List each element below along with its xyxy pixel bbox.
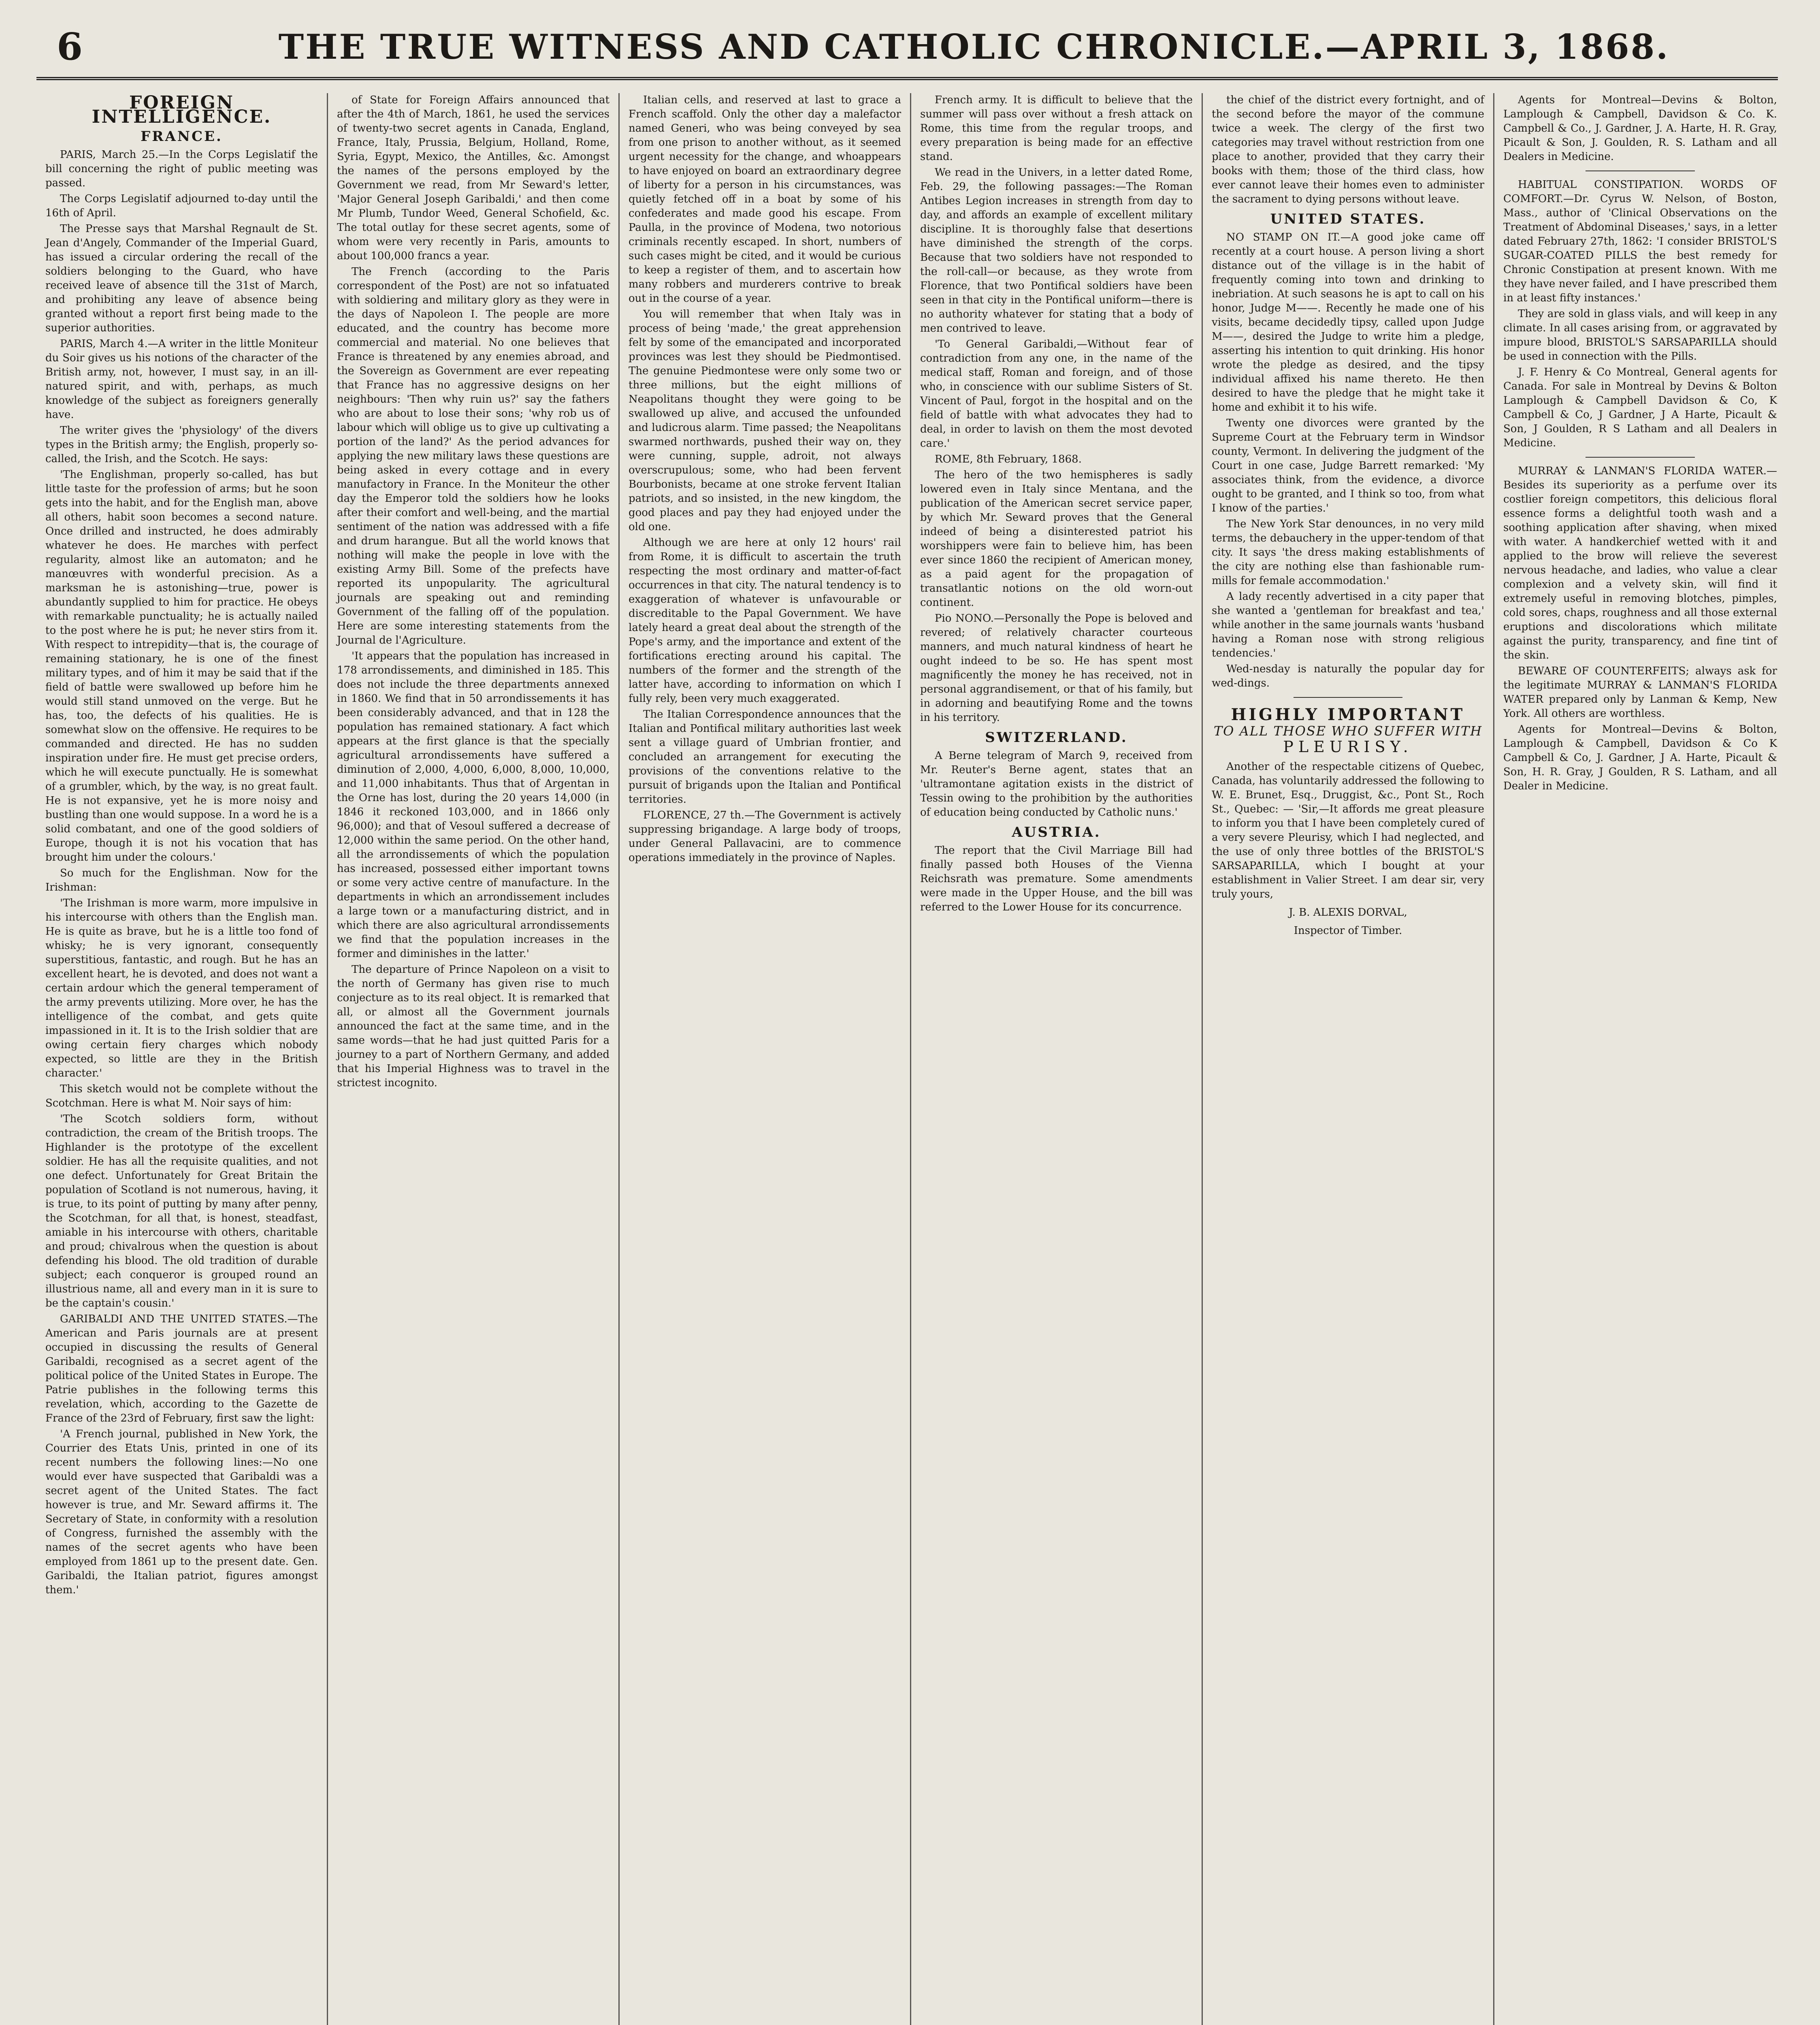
article-paragraph: The departure of Prince Napoleon on a visit to the north of Germany has given rise to much conjecture as to its real object. It is remarked that all, or almost all the Government journals announced the fact at the same time, and in the same words—that he had just quitted Paris for a journey to a part of Northern Germany, and added that his Imperial Highness was to travel in the strictest incognito.	[337, 963, 610, 1089]
article-paragraph: The New York Star denounces, in no very mild terms, the debauchery in the upper-tendom of that city. It says 'the dress making establishments of the city are nothing else than fashionable rum-mills for female accommodation.'	[1212, 518, 1484, 587]
article-paragraph: We read in the Univers, in a letter dated Rome, Feb. 29, the following passages:—The Roman Antibes Legion increases in strength from day to day, and affords an example of excellent military discipline. It is thoroughly false that desertions have diminished the strength of the corps. Because that two soldiers have not responded to the roll-call—or because, as they wrote from Florence, that two Pontifical soldiers have been seen in that city in the Pontifical uniform—there is no authority whatever for stating that a body of men contrived to leave.	[920, 166, 1193, 335]
article-paragraph: The Corps Legislatif adjourned to-day until the 16th of April.	[45, 193, 318, 219]
column-6	[1494, 93, 1786, 2025]
article-paragraph: A lady recently advertised in a city paper that she wanted a 'gentleman for breakfast and tea,' while another in the same journals wants 'husband having a Roman nose with strong religious tendencies.'	[1212, 590, 1484, 659]
article-paragraph: BEWARE OF COUNTERFEITS; always ask for the legitimate MURRAY & LANMAN'S FLORIDA WATER prepared only by Lanman & Kemp, New York. All others are worthless.	[1503, 665, 1777, 720]
article-paragraph: Italian cells, and reserved at last to grace a French scaffold. Only the other day a malefactor named Generi, who was being conveyed by sea from one prison to another without, as it seemed urgent necessity for the change, and whoappears to have enjoyed on board an extraordinary degree of liberty for a person in his circumstances, was quietly fetched off in a boat by some of his confederates and made good his escape. From Paulla, in the province of Modena, two notorious criminals recently escaped. In short, numbers of such cases might be cited, and it would be curious to keep a register of them, and to ascertain how many robbers and murderers contrive to break out in the course of a year.	[629, 94, 901, 305]
article-paragraph: You will remember that when Italy was in process of being 'made,' the great apprehension felt by some of the emancipated and incorporated provinces was lest they should be Piedmontised. The genuine Piedmontese were only some two or three millions, but the eight millions of Neapolitans thought they were going to be swallowed up alive, and accused the unfounded and ludicrous alarm. Time passed; the Neapolitans swarmed northwards, pushed their way on, they were cunning, supple, adroit, not always overscrupulous; some, who had been fervent Bourbonists, became at one stroke fervent Italian patriots, and so insisted, in the new kingdom, the good places and pay they had enjoyed under the old one.	[629, 308, 901, 533]
article-paragraph: 'It appears that the population has increased in 178 arrondissements, and diminished in 185. This does not include the three departments annexed in 1860. We find that in 50 arrondissements it has been considerably advanced, and that in 128 the population has remained stationary. A fact which appears at the first glance is that the specially agricultural arrondissements have suffered a diminution of 2,000, 4,000, 6,000, 8,000, 10,000, and 11,000 inhabitants. Thus that of Argentan in the Orne has lost, during the 20 years 14,000 (in 1846 it reckoned 103,000, and in 1866 only 96,000); and that of Vesoul suffered a decrease of 12,000 within the same period. On the other hand, all the arrondissements of which the population has increased, possessed either important towns or some very active centre of manufacture. In the departments in which an arrondissement includes a large town or a manufacturing district, and in which there are also agricultural arrondissements we find that the population increases in the former and diminishes in the latter.'	[337, 650, 610, 960]
article-paragraph: 'The Irishman is more warm, more impulsive in his intercourse with others than the English man. He is quite as brave, but he is a little too fond of whisky; he is very ignorant, consequently superstitious, fantastic, and rough. But he has an excellent heart, he is devoted, and does not want a certain ardour which the general temperament of the army prevents utilizing. More over, he has the intelligence of the combat, and gets quite impassioned in it. It is to the Irish soldier that are owing certain fiery charges which nobody expected, so little are they in the British character.'	[45, 897, 318, 1079]
page-number: 6	[57, 25, 83, 68]
article-paragraph: J. F. Henry & Co Montreal, General agents for Canada. For sale in Montreal by Devins & Bolton Lamplough & Campbell Davidson & Co, K Campbell & Co, J Gardner, J A Harte, Picault & Son, J Goulden, R S Latham and all Dealers in Medicine.	[1503, 366, 1777, 449]
advertisement-subheading: TO ALL THOSE WHO SUFFER WITH	[1213, 723, 1483, 739]
country-heading: UNITED STATES.	[1270, 211, 1426, 227]
article-paragraph: They are sold in glass vials, and will keep in any climate. In all cases arising from, or aggravated by impure blood, BRISTOL'S SARSAPARILLA should be used in connection with the Pills.	[1503, 308, 1777, 362]
advertisement-body: Another of the respectable citizens of Quebec, Canada, has voluntarily addressed the following to W. E. Brunet, Esq., Druggist, &c., Pont St., Roch St., Quebec: — 'Sir,—It affords me great pleasure to inform you that I have been completely cured of a very severe Pleurisy, which I had neglected, and the use of only three bottles of the BRISTOL'S SARSAPARILLA, which I bought at your establishment in Valier Street. I am dear sir, very truly yours,	[1212, 761, 1484, 900]
article-paragraph: Although we are here at only 12 hours' rail from Rome, it is difficult to ascertain the truth respecting the most ordinary and matter-of-fact occurrences in that city. The natural tendency is to exaggeration of whatever is unfavourable or discreditable to the Papal Government. We have lately heard a great deal about the strength of the Pope's army, and the importance and extent of the fortifications erecting around his capital. The numbers of the former and the strength of the latter have, according to information on which I fully rely, been very much exaggerated.	[629, 537, 901, 705]
article-paragraph: 'To General Garibaldi,—Without fear of contradiction from any one, in the name of the medical staff, Roman and foreign, and of those who, in conscience with our sublime Sisters of St. Vincent of Paul, forgot in the hospital and on the field of battle with what advocates they had to deal, in order to lavish on them the most devoted care.'	[920, 338, 1193, 450]
article-paragraph: PARIS, March 4.—A writer in the little Moniteur du Soir gives us his notions of the character of the British army, not, however, I must say, in an ill-natured spirit, and with, perhaps, as much knowledge of the subject as foreigners generally have.	[45, 338, 318, 421]
article-paragraph: Pio NONO.—Personally the Pope is beloved and revered; of relatively character courteous manners, and much natural kindness of heart he ought indeed to be so. He has spent most magnificently the money he has received, not in personal aggrandisement, or that of his family, but in adorning and beautifying Rome and the towns in his territory.	[920, 612, 1193, 724]
article-paragraph: HABITUAL CONSTIPATION. WORDS OF COMFORT.—Dr. Cyrus W. Nelson, of Boston, Mass., author of 'Clinical Observations on the Treatment of Abdominal Diseases,' says, in a letter dated February 27th, 1862: 'I consider BRISTOL'S SUGAR-COATED PILLS the best remedy for Chronic Constipation at present known. With me they have never failed, and I have prescribed them in at least fifty instances.'	[1503, 179, 1777, 304]
masthead	[36, 16, 1778, 80]
divider-rule	[1294, 697, 1402, 698]
article-paragraph: Agents for Montreal—Devins & Bolton, Lamplough & Campbell, Davidson & Co K Campbell & Co, J. Gardner, J A. Harte, Picault & Son, H. R. Gray, J Goulden, R S. Latham, and all Dealer in Medicine.	[1503, 723, 1777, 792]
article-paragraph: of State for Foreign Affairs announced that after the 4th of March, 1861, he used the services of twenty-two secret agents in Canada, England, France, Italy, Prussia, Belgium, Holland, Rome, Syria, Egypt, Mexico, the Antilles, &c. Amongst the names of the persons employed by the Government we read, from Mr Seward's letter, 'Major General Joseph Garibaldi,' and then come Mr Plumb, Tundor Weed, General Schofield, &c. The total outlay for these secret agents, some of whom were very recently in Paris, amounts to about 100,000 francs a year.	[337, 94, 610, 262]
article-paragraph: The writer gives the 'physiology' of the divers types in the British army; the English, properly so-called, the Irish, and the Scotch. He says:	[45, 424, 318, 465]
article-paragraph: ROME, 8th February, 1868.	[935, 453, 1082, 465]
country-heading: AUSTRIA.	[1012, 824, 1101, 840]
column-3	[620, 93, 911, 2025]
article-paragraph: Twenty one divorces were granted by the Supreme Court at the February term in Windsor county, Vermont. In delivering the judgment of the Court in one case, Judge Barrett remarked: 'My associates think, from the evidence, a divorce ought to be granted, and I think so too, from what I know of the parties.'	[1212, 417, 1484, 514]
article-paragraph: 'The Englishman, properly so-called, has but little taste for the profession of arms; but he soon gets into the habit, and for the English man, above all others, habit soon becomes a second nature. Once drilled and instructed, he does admirably whatever he does. He marches with perfect regularity, almost like an automaton; and he manœuvres with wonderful precision. As a marksman he is astonishing—true, power is abundantly supplied to him for practice. He obeys with remarkable punctuality; he is actually nailed to the post where he is put; he never stirs from it. With respect to intrepidity—that is, the courage of remaining stationary, he is one of the finest military types, and of him it may be said that if the field of battle were swallowed up before him he would still stand unmoved on the verge. But he has, too, the defects of his qualities. He is somewhat slow on the offensive. He requires to be commanded and directed. He has no sudden inspiration under fire. He must get precise orders, which he will execute punctually. He is somewhat of a grumbler, which, by the way, is no great fault. He is not expansive, yet he is more noisy and bustling than one would suppose. In a word he is a solid combatant, and one of the good soldiers of Europe, though it is not his vocation that has brought him under the colours.'	[45, 469, 318, 863]
column-1	[36, 93, 328, 2025]
country-heading: FRANCE.	[141, 128, 223, 145]
column-5	[1203, 93, 1494, 2025]
article-paragraph: The Italian Correspondence announces that the Italian and Pontifical military authorities last week sent a village guard of Umbrian frontier, and concluded an arrangement for executing the provisions of the conventions relative to the pursuit of brigands upon the Italian and Pontifical territories.	[629, 708, 901, 806]
article-paragraph: MURRAY & LANMAN'S FLORIDA WATER.—Besides its superiority as a perfume over its costlier foreign competitors, this delicious floral essence forms a delightful tooth wash and a soothing application after shaving, when mixed with water. A handkerchief wetted with it and applied to the brow will relieve the severest nervous headache, and ladies, who value a clear complexion and a velvety skin, will find it extremely useful in removing blotches, pimples, cold sores, chaps, roughness and all those external eruptions and discolorations which militate against the purity, transparency, and fine tint of the skin.	[1503, 465, 1777, 661]
advertisement-subheading: PLEURISY.	[1283, 738, 1413, 756]
text-columns	[36, 93, 1786, 2025]
divider-rule	[1586, 457, 1695, 458]
advertisement-signature: J. B. ALEXIS DORVAL,	[1289, 906, 1407, 919]
article-paragraph: The hero of the two hemispheres is sadly lowered even in Italy since Mentana, and the publication of the American secret service paper, by which Mr. Seward proves that the General indeed of being a disinterested patriot his worshippers were fain to believe him, has been ever since 1860 the recipient of American money, as a paid agent for the propagation of transatlantic notions on the old worn-out continent.	[920, 469, 1193, 609]
masthead-title: THE TRUE WITNESS AND CATHOLIC CHRONICLE.—APRIL 3, 1868.	[278, 26, 1670, 67]
article-paragraph: French army. It is difficult to believe that the summer will pass over without a fresh attack on Rome, this time from the regular troops, and every preparation is being made for an effective stand.	[920, 94, 1193, 163]
advertisement-heading: HIGHLY IMPORTANT	[1231, 705, 1465, 724]
advertisement-signature-title: Inspector of Timber.	[1294, 925, 1402, 937]
article-paragraph: This sketch would not be complete without the Scotchman. Here is what M. Noir says of him:	[45, 1083, 318, 1109]
article-paragraph: A Berne telegram of March 9, received from Mr. Reuter's Berne agent, states that an 'ultramontane agitation exists in the district of Tessin owing to the prohibition by the authorities of education being conducted by Catholic nuns.'	[920, 750, 1193, 819]
article-paragraph: 'The Scotch soldiers form, without contradiction, the cream of the British troops. The Highlander is the prototype of the excellent soldier. He has all the requisite qualities, and not one defect. Unfortunately for Great Britain the population of Scotland is not numerous, having, it is true, to its point of putting by many after penny, the Scotchman, for all that, is honest, steadfast, amiable in his intercourse with others, charitable and proud; chivalrous when the question is about defending his blood. The old tradition of durable subject; each conqueror is grouped round an illustrious name, all and every man in it is sure to be the captain's cousin.'	[45, 1113, 318, 1309]
article-paragraph: GARIBALDI AND THE UNITED STATES.—The American and Paris journals are at present occupied in discussing the results of General Garibaldi, recognised as a secret agent of the political police of the United States in Europe. The Patrie publishes in the following terms this revelation, which, according to the Gazette de France of the 23rd of February, first saw the light:	[45, 1313, 318, 1424]
article-paragraph: PARIS, March 25.—In the Corps Legislatif the bill concerning the right of public meeting was passed.	[45, 149, 318, 189]
column-4	[911, 93, 1203, 2025]
article-paragraph: So much for the Englishman. Now for the Irishman:	[45, 867, 318, 893]
section-heading: FOREIGN INTELLIGENCE.	[92, 93, 272, 127]
article-paragraph: FLORENCE, 27 th.—The Government is actively suppressing brigandage. A large body of troops, under General Pallavacini, are to commence operations immediately in the province of Naples.	[629, 809, 901, 864]
article-paragraph: NO STAMP ON IT.—A good joke came off recently at a court house. A person living a short distance out of the village is in the habit of frequently coming into town and drinking to inebriation. At such seasons he is apt to call on his honor, Judge M——. Recently he made one of his visits, became decidedly tipsy, called upon Judge M——, desired the Judge to write him a pledge, asserting his intention to quit drinking. His honor wrote the pledge as desired, and the tipsy individual affixed his name thereto. He then desired to have the pledge that he might take it home and exhibit it to his wife.	[1212, 231, 1484, 414]
country-heading: SWITZERLAND.	[985, 729, 1128, 746]
article-paragraph: The report that the Civil Marriage Bill had finally passed both Houses of the Vienna Reichsrath was premature. Some amendments were made in the Upper House, and the bill was referred to the Lower House for its concurrence.	[920, 844, 1193, 913]
article-paragraph: the chief of the district every fortnight, and of the second before the mayor of the commune twice a week. The clergy of the first two categories may travel without restriction from one place to another, provided that they carry their books with them; those of the third class, how ever cannot leave their homes even to administer the sacrament to dying persons without leave.	[1212, 94, 1484, 205]
article-paragraph: 'A French journal, published in New York, the Courrier des Etats Unis, printed in one of its recent numbers the following lines:—No one would ever have suspected that Garibaldi was a secret agent of the United States. The fact however is true, and Mr. Seward affirms it. The Secretary of State, in conformity with a resolution of Congress, furnished the assembly with the names of the secret agents who have been employed from 1861 up to the present date. Gen. Garibaldi, the Italian patriot, figures amongst them.'	[45, 1428, 318, 1596]
article-paragraph: The French (according to the Paris correspondent of the Post) are not so infatuated with soldiering and military glory as they were in the days of Napoleon I. The people are more educated, and the country has become more commercial and material. No one believes that France is threatened by any enemies abroad, and the Sovereign as Government are ever repeating that France has no aggressive designs on her neighbours: 'Then why ruin us?' say the fathers who are about to lose their sons; 'why rob us of labour which will oblige us to give up cultivating a portion of the land?' As the period advances for applying the new military laws these questions are being asked in every cottage and in every manufactory in France. In the Moniteur the other day the Emperor told the soldiers how he looks after their comfort and well-being, and the martial sentiment of the nation was addressed with a fife and drum harangue. But all the world knows that nothing will make the people in love with the existing Army Bill. Some of the prefects have reported its unpopularity. The agricultural journals are speaking out and reminding Government of the falling off of the population. Here are some interesting statements from the Journal de l'Agriculture.	[337, 266, 610, 646]
column-2	[328, 93, 620, 2025]
article-paragraph: The Presse says that Marshal Regnault de St. Jean d'Angely, Commander of the Imperial Guard, has issued a circular ordering the recall of the soldiers belonging to the Guard, who have received leave of absence till the 31st of March, and prohibiting any leave of absence being granted without a report first being made to the superior authorities.	[45, 223, 318, 334]
article-paragraph: Agents for Montreal—Devins & Bolton, Lamplough & Campbell, Davidson & Co. K. Campbell & Co., J. Gardner, J. A. Harte, H. R. Gray, Picault & Son, J. Goulden, R. S. Latham and all Dealers in Medicine.	[1503, 94, 1777, 163]
article-paragraph: Wed-nesday is naturally the popular day for wed-dings.	[1212, 663, 1484, 689]
